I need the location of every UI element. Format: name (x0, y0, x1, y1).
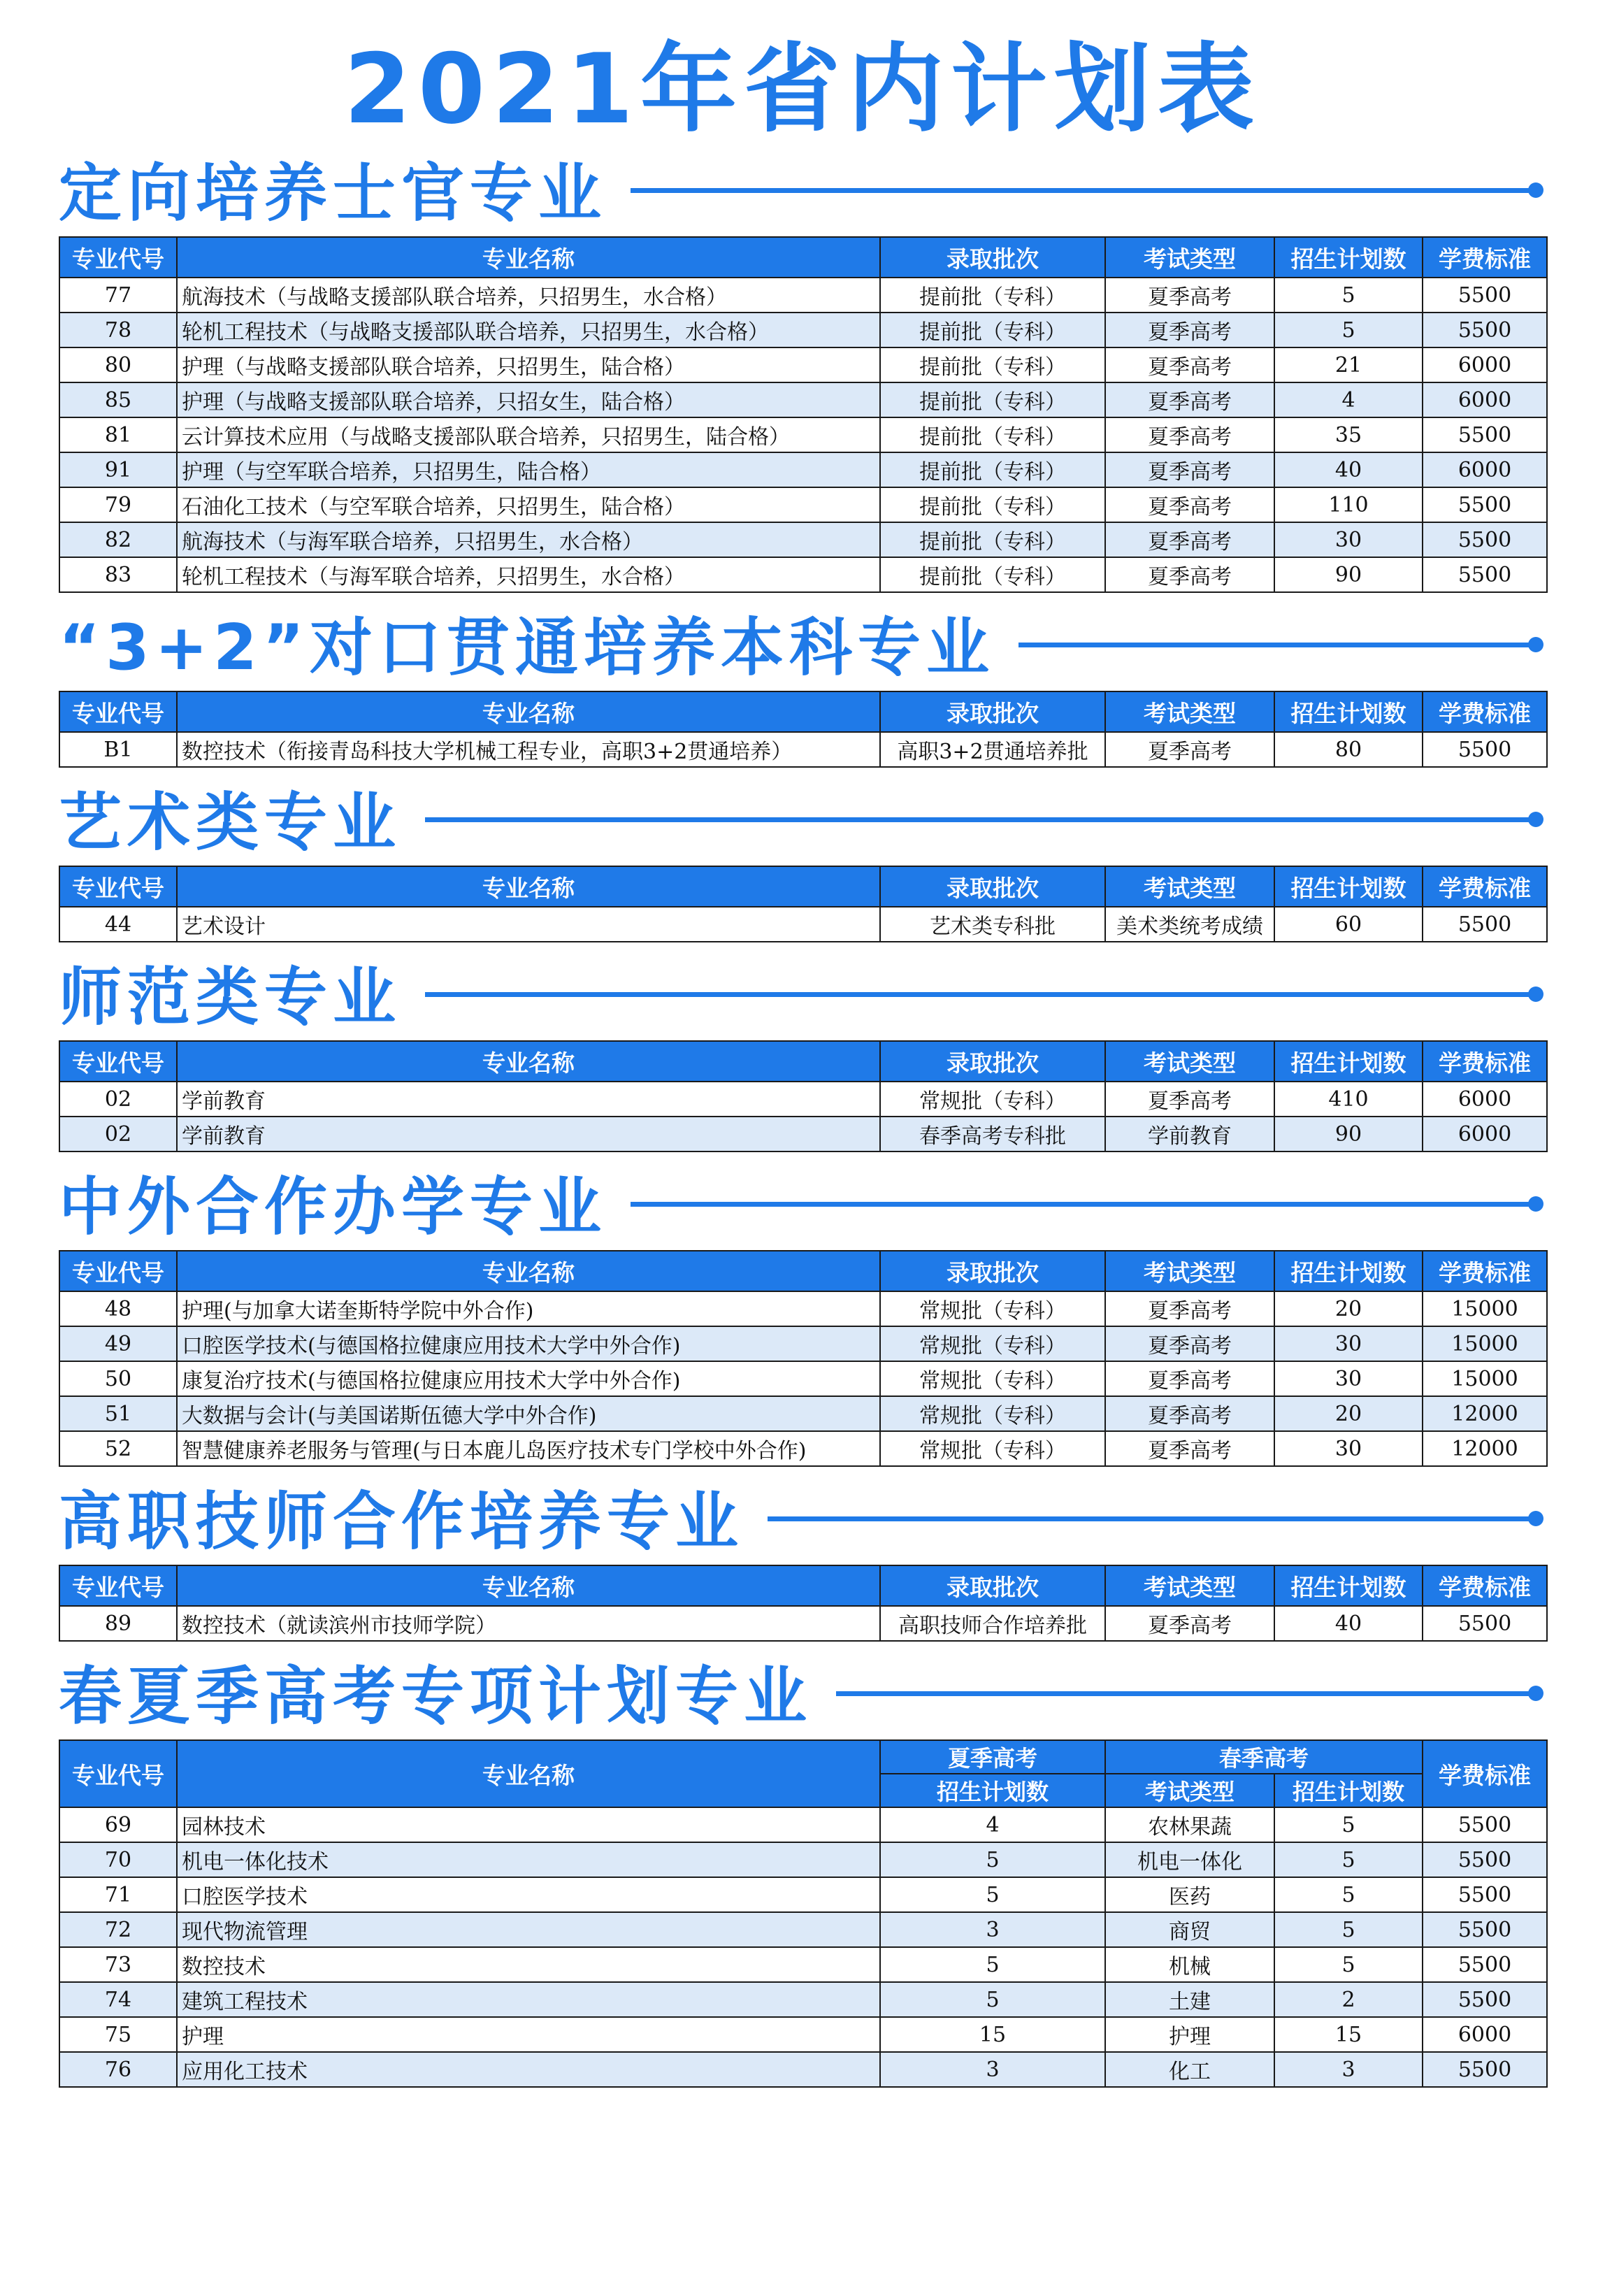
cell-batch: 提前批（专科） (880, 557, 1105, 592)
cell-plan: 110 (1274, 487, 1423, 522)
special-plan-table (59, 1739, 1548, 2088)
cell-name: 石油化工技术（与空军联合培养，只招男生，陆合格） (177, 487, 880, 522)
cell-name: 大数据与会计(与美国诺斯伍德大学中外合作) (177, 1396, 880, 1431)
cell-code: 77 (59, 278, 177, 313)
header-name: 专业名称 (177, 1565, 880, 1606)
plan-table (59, 691, 1548, 768)
cell-fee: 15000 (1423, 1291, 1547, 1326)
cell-fee: 5500 (1423, 313, 1547, 347)
section-header (59, 138, 1546, 236)
table-row (59, 1877, 1547, 1912)
header-fee: 学费标准 (1423, 1740, 1547, 1807)
section-special (59, 1642, 1546, 2088)
cell-name: 应用化工技术 (177, 2052, 880, 2087)
section-divider-line (425, 992, 1531, 997)
cell-code: 71 (59, 1877, 177, 1912)
table-row (59, 1912, 1547, 1947)
header-code: 专业代号 (59, 1565, 177, 1606)
cell-spring-exam: 商贸 (1105, 1912, 1274, 1947)
header-batch: 录取批次 (880, 691, 1105, 732)
cell-summer-plan: 3 (880, 2052, 1105, 2087)
cell-fee: 5500 (1423, 522, 1547, 557)
table-row (59, 522, 1547, 557)
cell-name: 数控技术（就读滨州市技师学院） (177, 1606, 880, 1641)
cell-exam: 夏季高考 (1105, 522, 1274, 557)
cell-name: 护理（与空军联合培养，只招男生，陆合格） (177, 452, 880, 487)
cell-name: 云计算技术应用（与战略支援部队联合培养，只招男生，陆合格） (177, 417, 880, 452)
header-code: 专业代号 (59, 691, 177, 732)
cell-name: 现代物流管理 (177, 1912, 880, 1947)
cell-fee: 5500 (1423, 1807, 1547, 1842)
cell-code: 75 (59, 2017, 177, 2052)
plan-table (59, 1040, 1548, 1152)
table-row (59, 1947, 1547, 1982)
cell-fee: 5500 (1423, 2052, 1547, 2087)
section-divider-line (631, 1202, 1531, 1207)
header-fee: 学费标准 (1423, 237, 1547, 278)
section (59, 768, 1546, 942)
cell-plan: 90 (1274, 1117, 1423, 1151)
header-plan: 招生计划数 (1274, 1565, 1423, 1606)
cell-summer-plan: 5 (880, 1947, 1105, 1982)
table-row (59, 382, 1547, 417)
cell-fee: 5500 (1423, 1982, 1547, 2017)
cell-fee: 6000 (1423, 2017, 1547, 2052)
cell-batch: 提前批（专科） (880, 313, 1105, 347)
cell-plan: 35 (1274, 417, 1423, 452)
cell-fee: 6000 (1423, 347, 1547, 382)
cell-exam: 夏季高考 (1105, 1291, 1274, 1326)
table-row (59, 1396, 1547, 1431)
cell-fee: 5500 (1423, 557, 1547, 592)
section-divider-dot (1528, 182, 1543, 198)
cell-name: 护理（与战略支援部队联合培养，只招女生，陆合格） (177, 382, 880, 417)
table-row (59, 278, 1547, 313)
plan-table (59, 236, 1548, 593)
section-title: 高职技师合作培养专业 (59, 1485, 744, 1558)
cell-exam: 美术类统考成绩 (1105, 907, 1274, 942)
cell-name: 机电一体化技术 (177, 1842, 880, 1877)
cell-name: 口腔医学技术 (177, 1877, 880, 1912)
header-name: 专业名称 (177, 1041, 880, 1082)
cell-spring-exam: 医药 (1105, 1877, 1274, 1912)
table-row (59, 732, 1547, 767)
cell-exam: 夏季高考 (1105, 1396, 1274, 1431)
cell-plan: 80 (1274, 732, 1423, 767)
header-spring-plan: 招生计划数 (1274, 1774, 1423, 1807)
cell-batch: 提前批（专科） (880, 278, 1105, 313)
cell-exam: 学前教育 (1105, 1117, 1274, 1151)
cell-exam: 夏季高考 (1105, 487, 1274, 522)
cell-batch: 高职技师合作培养批 (880, 1606, 1105, 1641)
special-table-body (59, 1807, 1547, 2087)
table-row (59, 1842, 1547, 1877)
cell-plan: 90 (1274, 557, 1423, 592)
header-plan: 招生计划数 (1274, 237, 1423, 278)
cell-name: 轮机工程技术（与战略支援部队联合培养，只招男生，水合格） (177, 313, 880, 347)
cell-fee: 5500 (1423, 1912, 1547, 1947)
header-exam: 考试类型 (1105, 1041, 1274, 1082)
table-row (59, 1982, 1547, 2017)
cell-spring-exam: 机械 (1105, 1947, 1274, 1982)
section-header (59, 593, 1546, 691)
section-divider-line (768, 1516, 1531, 1521)
cell-name: 口腔医学技术(与德国格拉健康应用技术大学中外合作) (177, 1326, 880, 1361)
cell-exam: 夏季高考 (1105, 382, 1274, 417)
cell-name: 数控技术 (177, 1947, 880, 1982)
table-row (59, 1361, 1547, 1396)
cell-batch: 常规批（专科） (880, 1291, 1105, 1326)
cell-name: 轮机工程技术（与海军联合培养，只招男生，水合格） (177, 557, 880, 592)
header-batch: 录取批次 (880, 1251, 1105, 1291)
header-fee: 学费标准 (1423, 1251, 1547, 1291)
cell-code: 49 (59, 1326, 177, 1361)
table-row (59, 417, 1547, 452)
header-exam: 考试类型 (1105, 866, 1274, 907)
section-divider-line (631, 188, 1531, 193)
header-plan: 招生计划数 (1274, 1251, 1423, 1291)
cell-code: 80 (59, 347, 177, 382)
cell-spring-exam: 机电一体化 (1105, 1842, 1274, 1877)
header-fee: 学费标准 (1423, 1041, 1547, 1082)
cell-spring-plan: 5 (1274, 1842, 1423, 1877)
cell-code: 69 (59, 1807, 177, 1842)
cell-plan: 20 (1274, 1396, 1423, 1431)
cell-summer-plan: 5 (880, 1877, 1105, 1912)
cell-code: 51 (59, 1396, 177, 1431)
header-code: 专业代号 (59, 1041, 177, 1082)
cell-batch: 提前批（专科） (880, 487, 1105, 522)
header-spring-exam: 考试类型 (1105, 1774, 1274, 1807)
header-code: 专业代号 (59, 866, 177, 907)
cell-batch: 提前批（专科） (880, 417, 1105, 452)
section (59, 1152, 1546, 1467)
cell-plan: 20 (1274, 1291, 1423, 1326)
cell-plan: 21 (1274, 347, 1423, 382)
cell-fee: 5500 (1423, 1842, 1547, 1877)
cell-code: 02 (59, 1117, 177, 1151)
cell-batch: 提前批（专科） (880, 347, 1105, 382)
table-row (59, 557, 1547, 592)
cell-summer-plan: 15 (880, 2017, 1105, 2052)
cell-spring-exam: 化工 (1105, 2052, 1274, 2087)
cell-fee: 6000 (1423, 1117, 1547, 1151)
cell-batch: 春季高考专科批 (880, 1117, 1105, 1151)
section-divider-dot (1528, 1196, 1543, 1212)
cell-batch: 高职3+2贯通培养批 (880, 732, 1105, 767)
section-divider-line (1019, 643, 1531, 647)
table-row (59, 452, 1547, 487)
cell-spring-plan: 5 (1274, 1877, 1423, 1912)
table-row (59, 1807, 1547, 1842)
cell-batch: 常规批（专科） (880, 1326, 1105, 1361)
cell-code: B1 (59, 732, 177, 767)
cell-summer-plan: 5 (880, 1982, 1105, 2017)
cell-fee: 15000 (1423, 1361, 1547, 1396)
cell-name: 数控技术（衔接青岛科技大学机械工程专业，高职3+2贯通培养） (177, 732, 880, 767)
cell-exam: 夏季高考 (1105, 1606, 1274, 1641)
section-header (59, 1467, 1546, 1565)
table-row (59, 347, 1547, 382)
section (59, 593, 1546, 768)
cell-name: 航海技术（与海军联合培养，只招男生，水合格） (177, 522, 880, 557)
cell-plan: 40 (1274, 452, 1423, 487)
section-divider-dot (1528, 1511, 1543, 1526)
sections-container (0, 138, 1605, 1642)
plan-table (59, 1250, 1548, 1467)
cell-fee: 5500 (1423, 487, 1547, 522)
cell-plan: 30 (1274, 1361, 1423, 1396)
cell-fee: 5500 (1423, 417, 1547, 452)
table-row (59, 313, 1547, 347)
cell-spring-plan: 5 (1274, 1947, 1423, 1982)
cell-fee: 5500 (1423, 278, 1547, 313)
cell-name: 护理(与加拿大诺奎斯特学院中外合作) (177, 1291, 880, 1326)
header-plan: 招生计划数 (1274, 691, 1423, 732)
cell-fee: 15000 (1423, 1326, 1547, 1361)
cell-exam: 夏季高考 (1105, 452, 1274, 487)
section-title: 中外合作办学专业 (59, 1170, 607, 1244)
header-exam: 考试类型 (1105, 691, 1274, 732)
cell-exam: 夏季高考 (1105, 417, 1274, 452)
cell-plan: 40 (1274, 1606, 1423, 1641)
header-code: 专业代号 (59, 1251, 177, 1291)
cell-fee: 6000 (1423, 382, 1547, 417)
cell-code: 78 (59, 313, 177, 347)
section-title: 定向培养士官专业 (59, 157, 607, 230)
cell-code: 48 (59, 1291, 177, 1326)
cell-exam: 夏季高考 (1105, 313, 1274, 347)
cell-spring-exam: 土建 (1105, 1982, 1274, 2017)
cell-code: 73 (59, 1947, 177, 1982)
section (59, 1467, 1546, 1642)
cell-fee: 5500 (1423, 907, 1547, 942)
cell-spring-exam: 护理 (1105, 2017, 1274, 2052)
cell-exam: 夏季高考 (1105, 557, 1274, 592)
header-fee: 学费标准 (1423, 1565, 1547, 1606)
cell-plan: 30 (1274, 1431, 1423, 1466)
cell-fee: 5500 (1423, 1606, 1547, 1641)
header-batch: 录取批次 (880, 1565, 1105, 1606)
section-header (59, 942, 1546, 1040)
cell-code: 85 (59, 382, 177, 417)
table-row (59, 1291, 1547, 1326)
page-title: 2021年省内计划表 (343, 33, 1262, 145)
plan-table (59, 866, 1548, 942)
cell-spring-plan: 3 (1274, 2052, 1423, 2087)
cell-code: 70 (59, 1842, 177, 1877)
header-name: 专业名称 (177, 1251, 880, 1291)
cell-exam: 夏季高考 (1105, 1326, 1274, 1361)
cell-code: 50 (59, 1361, 177, 1396)
header-exam: 考试类型 (1105, 237, 1274, 278)
section-divider-dot (1528, 637, 1543, 652)
cell-spring-plan: 5 (1274, 1807, 1423, 1842)
header-fee: 学费标准 (1423, 691, 1547, 732)
cell-batch: 提前批（专科） (880, 382, 1105, 417)
cell-summer-plan: 3 (880, 1912, 1105, 1947)
cell-code: 44 (59, 907, 177, 942)
cell-batch: 提前批（专科） (880, 452, 1105, 487)
cell-fee: 6000 (1423, 452, 1547, 487)
section-title: 艺术类专业 (59, 786, 401, 859)
table-row (59, 487, 1547, 522)
header-name: 专业名称 (177, 1740, 880, 1807)
cell-name: 学前教育 (177, 1082, 880, 1117)
header-batch: 录取批次 (880, 866, 1105, 907)
header-summer: 夏季高考 (880, 1740, 1105, 1774)
cell-code: 82 (59, 522, 177, 557)
section-header (59, 1642, 1546, 1739)
header-plan: 招生计划数 (1274, 1041, 1423, 1082)
section-divider-dot (1528, 986, 1543, 1002)
table-row (59, 907, 1547, 942)
cell-name: 护理（与战略支援部队联合培养，只招男生，陆合格） (177, 347, 880, 382)
cell-exam: 夏季高考 (1105, 1361, 1274, 1396)
header-exam: 考试类型 (1105, 1251, 1274, 1291)
cell-name: 航海技术（与战略支援部队联合培养，只招男生，水合格） (177, 278, 880, 313)
cell-code: 91 (59, 452, 177, 487)
table-row (59, 1431, 1547, 1466)
header-name: 专业名称 (177, 866, 880, 907)
cell-name: 智慧健康养老服务与管理(与日本鹿儿岛医疗技术专门学校中外合作) (177, 1431, 880, 1466)
header-code: 专业代号 (59, 237, 177, 278)
cell-code: 81 (59, 417, 177, 452)
cell-fee: 6000 (1423, 1082, 1547, 1117)
cell-plan: 410 (1274, 1082, 1423, 1117)
cell-code: 89 (59, 1606, 177, 1641)
cell-name: 艺术设计 (177, 907, 880, 942)
header-batch: 录取批次 (880, 1041, 1105, 1082)
cell-spring-plan: 5 (1274, 1912, 1423, 1947)
cell-fee: 5500 (1423, 732, 1547, 767)
cell-spring-plan: 2 (1274, 1982, 1423, 2017)
cell-spring-plan: 15 (1274, 2017, 1423, 2052)
plan-table (59, 1565, 1548, 1642)
cell-plan: 5 (1274, 313, 1423, 347)
section (59, 942, 1546, 1152)
cell-exam: 夏季高考 (1105, 732, 1274, 767)
table-row (59, 1606, 1547, 1641)
section (59, 138, 1546, 593)
section-title: 春夏季高考专项计划专业 (59, 1660, 812, 1733)
header-name: 专业名称 (177, 691, 880, 732)
header-spring: 春季高考 (1105, 1740, 1423, 1774)
cell-batch: 常规批（专科） (880, 1396, 1105, 1431)
cell-code: 02 (59, 1082, 177, 1117)
section-divider-dot (1528, 812, 1543, 827)
cell-exam: 夏季高考 (1105, 1431, 1274, 1466)
cell-name: 建筑工程技术 (177, 1982, 880, 2017)
section-divider-line (425, 817, 1531, 822)
table-row (59, 1117, 1547, 1151)
header-summer-plan: 招生计划数 (880, 1774, 1105, 1807)
cell-batch: 艺术类专科批 (880, 907, 1105, 942)
cell-code: 72 (59, 1912, 177, 1947)
cell-name: 园林技术 (177, 1807, 880, 1842)
cell-batch: 常规批（专科） (880, 1082, 1105, 1117)
header-exam: 考试类型 (1105, 1565, 1274, 1606)
cell-code: 83 (59, 557, 177, 592)
cell-batch: 常规批（专科） (880, 1431, 1105, 1466)
header-name: 专业名称 (177, 237, 880, 278)
cell-fee: 12000 (1423, 1396, 1547, 1431)
cell-plan: 4 (1274, 382, 1423, 417)
section-title: 师范类专业 (59, 961, 401, 1034)
cell-exam: 夏季高考 (1105, 1082, 1274, 1117)
cell-name: 学前教育 (177, 1117, 880, 1151)
section-header (59, 1152, 1546, 1250)
cell-plan: 60 (1274, 907, 1423, 942)
header-fee: 学费标准 (1423, 866, 1547, 907)
table-row (59, 2017, 1547, 2052)
section-header (59, 768, 1546, 866)
cell-exam: 夏季高考 (1105, 347, 1274, 382)
table-row (59, 1326, 1547, 1361)
cell-spring-exam: 农林果蔬 (1105, 1807, 1274, 1842)
table-row (59, 1082, 1547, 1117)
header-plan: 招生计划数 (1274, 866, 1423, 907)
cell-name: 康复治疗技术(与德国格拉健康应用技术大学中外合作) (177, 1361, 880, 1396)
cell-fee: 12000 (1423, 1431, 1547, 1466)
cell-code: 52 (59, 1431, 177, 1466)
cell-code: 76 (59, 2052, 177, 2087)
cell-name: 护理 (177, 2017, 880, 2052)
section-title: “3+2”对口贯通培养本科专业 (59, 611, 995, 684)
cell-plan: 30 (1274, 522, 1423, 557)
cell-fee: 5500 (1423, 1877, 1547, 1912)
table-row (59, 2052, 1547, 2087)
cell-summer-plan: 4 (880, 1807, 1105, 1842)
cell-code: 74 (59, 1982, 177, 2017)
cell-exam: 夏季高考 (1105, 278, 1274, 313)
cell-fee: 5500 (1423, 1947, 1547, 1982)
header-batch: 录取批次 (880, 237, 1105, 278)
section-divider-dot (1528, 1686, 1543, 1701)
cell-code: 79 (59, 487, 177, 522)
cell-batch: 提前批（专科） (880, 522, 1105, 557)
cell-summer-plan: 5 (880, 1842, 1105, 1877)
section-divider-line (836, 1691, 1531, 1696)
cell-plan: 30 (1274, 1326, 1423, 1361)
cell-batch: 常规批（专科） (880, 1361, 1105, 1396)
cell-plan: 5 (1274, 278, 1423, 313)
header-code: 专业代号 (59, 1740, 177, 1807)
